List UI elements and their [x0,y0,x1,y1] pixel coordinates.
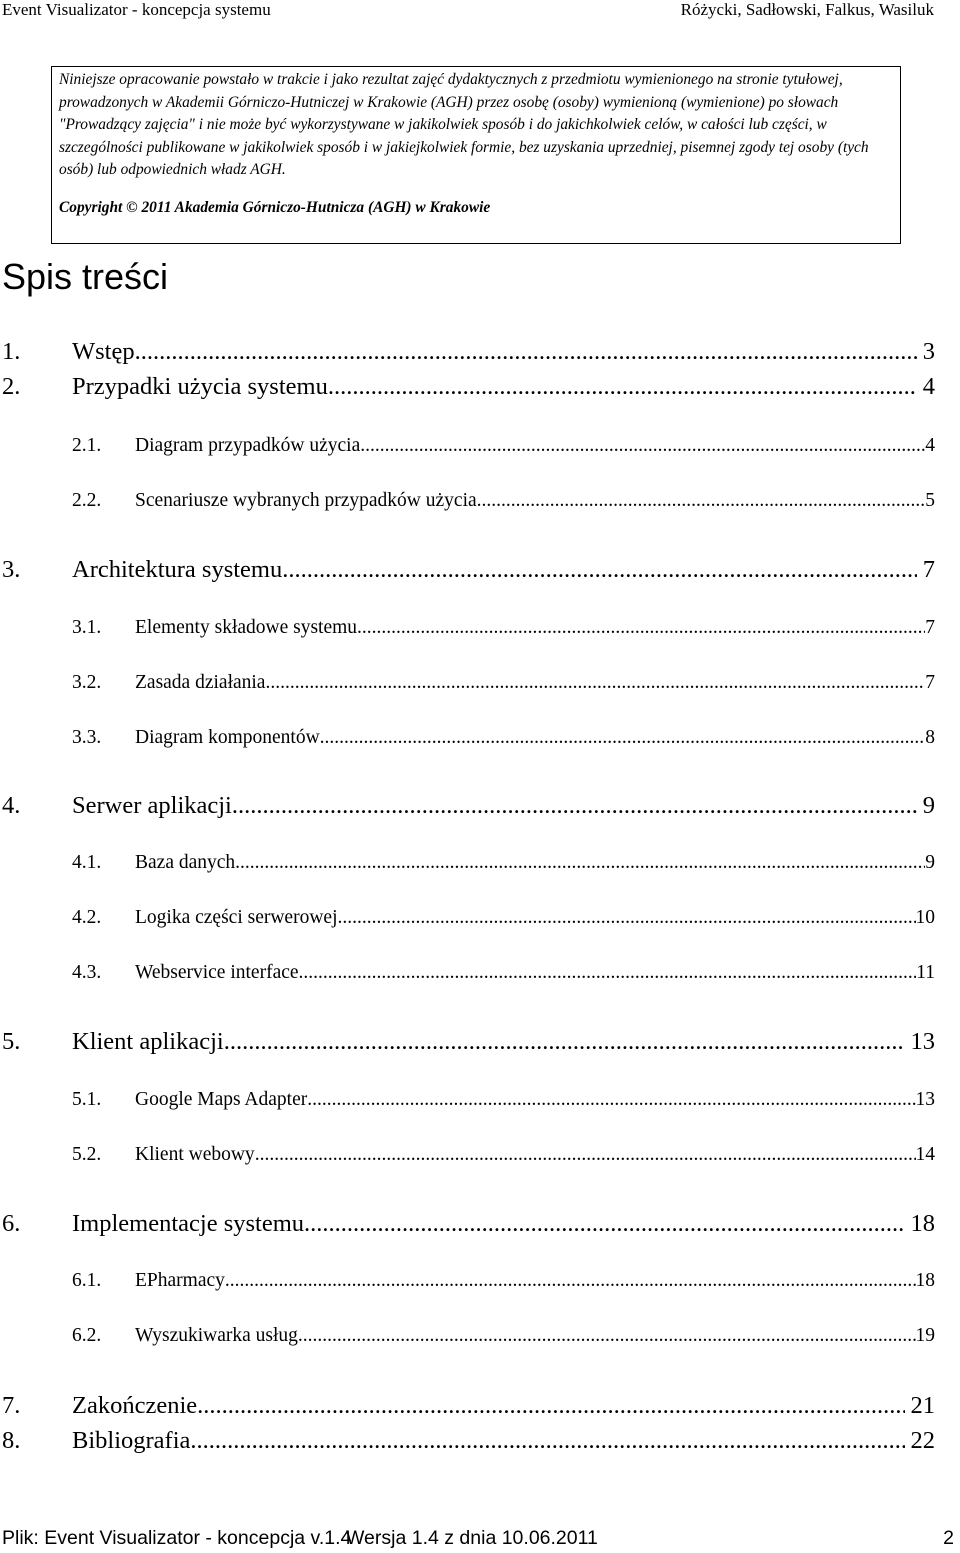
toc-entry-number: 4.2. [72,907,102,928]
toc-entry-page: 7 [925,672,935,693]
toc-leader-dots [225,1270,916,1292]
toc-leader-dots [224,1028,905,1056]
toc-entry-label: Wyszukiwarka usług [135,1325,298,1346]
toc-entry[interactable] [72,1270,935,1292]
toc-entry-label: Serwer aplikacji [72,792,232,819]
toc-entry-number: 2. [2,373,21,400]
toc-entry-page: 14 [915,1144,935,1165]
toc-entry-number: 4.3. [72,962,102,983]
toc-entry-number: 6. [2,1210,21,1237]
toc-entry-label: Diagram przypadków użycia [135,435,361,456]
toc-entry-label: Elementy składowe systemu [135,617,358,638]
toc-entry-label: Diagram komponentów [135,727,320,748]
toc-entry[interactable] [72,672,935,694]
toc-entry-number: 4.1. [72,852,102,873]
toc-entry-number: 3. [2,556,21,583]
toc-entry-page: 5 [925,490,935,511]
copyright-line: Copyright © 2011 Akademia Górniczo-Hutnicza (AGH) w Krakowie [59,198,491,216]
toc-entry-number: 4. [2,792,21,819]
toc-leader-dots [477,490,926,512]
toc-entry-label: Bibliografia [72,1427,191,1454]
toc-entry-number: 6.1. [72,1270,102,1291]
toc-leader-dots [282,556,917,584]
toc-entry[interactable] [2,1028,935,1056]
toc-entry-page: 8 [925,727,935,748]
toc-entry-number: 8. [2,1427,21,1454]
toc-leader-dots [328,373,917,401]
toc-entry[interactable] [2,373,935,401]
toc-entry-number: 1. [2,338,21,365]
toc-title: Spis treści [2,256,169,297]
toc-entry-number: 3.1. [72,617,102,638]
toc-entry-label: Logika części serwerowej [135,907,338,928]
toc-leader-dots [255,1144,916,1166]
toc-entry[interactable] [72,435,935,457]
toc-entry-label: Webservice interface [135,962,299,983]
toc-entry-page: 19 [915,1325,935,1346]
toc-leader-dots [235,852,925,874]
toc-leader-dots [360,435,925,457]
header-authors: Różycki, Sadłowski, Falkus, Wasiluk [680,0,934,19]
footer-page-number: 2 [943,1527,954,1549]
toc-entry-page: 11 [916,962,935,983]
toc-leader-dots [197,1392,904,1420]
toc-entry[interactable] [72,727,935,749]
footer-file-name: Plik: Event Visualizator - koncepcja v.1.4 [2,1527,352,1549]
toc-entry[interactable] [2,338,935,366]
toc-entry-page: 9 [922,792,935,819]
toc-entry[interactable] [72,962,935,984]
toc-entry[interactable] [2,792,935,820]
toc-entry-number: 6.2. [72,1325,102,1346]
toc-entry-page: 18 [915,1270,935,1291]
toc-entry-label: Google Maps Adapter [135,1089,308,1110]
toc-entry-label: EPharmacy [135,1270,225,1291]
copyright-notice-box [51,66,901,244]
toc-entry-label: Zakończenie [72,1392,198,1419]
toc-entry[interactable] [72,1089,935,1111]
page-header [0,0,960,22]
toc-entry-page: 21 [910,1392,935,1419]
toc-leader-dots [357,617,925,639]
toc-entry[interactable] [72,1325,935,1347]
toc-entry-number: 2.1. [72,435,102,456]
toc-entry-number: 5.1. [72,1089,102,1110]
toc-entry-label: Zasada działania [135,672,266,693]
toc-entry-page: 9 [925,852,935,873]
toc-entry-page: 18 [910,1210,935,1237]
toc-entry-label: Klient aplikacji [72,1028,224,1055]
toc-entry-page: 7 [925,617,935,638]
toc-leader-dots [232,792,917,820]
toc-entry-number: 7. [2,1392,21,1419]
footer-version: Wersja 1.4 z dnia 10.06.2011 [346,1527,598,1549]
toc-entry[interactable] [72,907,935,929]
page-footer [0,1527,960,1553]
header-title: Event Visualizator - koncepcja systemu [2,0,271,19]
toc-entry-page: 13 [915,1089,935,1110]
toc-leader-dots [320,727,926,749]
toc-entry[interactable] [72,490,935,512]
toc-leader-dots [299,962,917,984]
toc-entry-page: 3 [922,338,935,365]
toc-entry-number: 3.2. [72,672,102,693]
toc-entry-page: 4 [922,373,935,400]
toc-entry-number: 5.2. [72,1144,102,1165]
toc-leader-dots [190,1427,904,1455]
toc-entry[interactable] [2,556,935,584]
toc-entry-label: Baza danych [135,852,236,873]
toc-entry-page: 4 [925,435,935,456]
toc-entry[interactable] [72,617,935,639]
toc-entry-label: Wstęp [72,338,135,365]
toc-entry-page: 22 [910,1427,935,1454]
toc-leader-dots [304,1210,905,1238]
toc-entry-label: Klient webowy [135,1144,255,1165]
toc-entry[interactable] [72,852,935,874]
toc-entry[interactable] [72,1144,935,1166]
toc-entry[interactable] [2,1392,935,1420]
toc-entry-label: Scenariusze wybranych przypadków użycia [135,490,477,511]
toc-leader-dots [265,672,925,694]
toc-leader-dots [135,338,917,366]
toc-leader-dots [307,1089,915,1111]
toc-entry-label: Przypadki użycia systemu [72,373,328,400]
toc-entry[interactable] [2,1210,935,1238]
toc-entry[interactable] [2,1427,935,1455]
toc-entry-page: 10 [915,907,935,928]
toc-entry-number: 2.2. [72,490,102,511]
toc-entry-page: 7 [922,556,935,583]
notice-text: Niniejsze opracowanie powstało w trakcie i jako rezultat zajęć dydaktycznych z przedmiotu wymienionego na stronie tytułowej, prowadzonych w Akademii Górniczo-Hutniczej w Krakowie (AGH) przez osobę (osoby) wymienioną (wymienione) po słowach "Prowadzący zajęcia" i nie może być wykorzystywane w jakikolwiek sposób i do jakichkolwiek celów, w całości lub części, w szczególności publikowane w jakikolwiek sposób i w jakiejkolwiek formie, bez uzyskania uprzedniej, pisemnej zgody tej osoby (tych osób) lub odpowiednich władz AGH. [59,71,869,178]
toc-entry-number: 5. [2,1028,21,1055]
toc-leader-dots [337,907,915,929]
toc-entry-label: Implementacje systemu [72,1210,304,1237]
toc-entry-label: Architektura systemu [72,556,283,583]
toc-entry-page: 13 [910,1028,935,1055]
toc-leader-dots [298,1325,916,1347]
toc-entry-number: 3.3. [72,727,102,748]
